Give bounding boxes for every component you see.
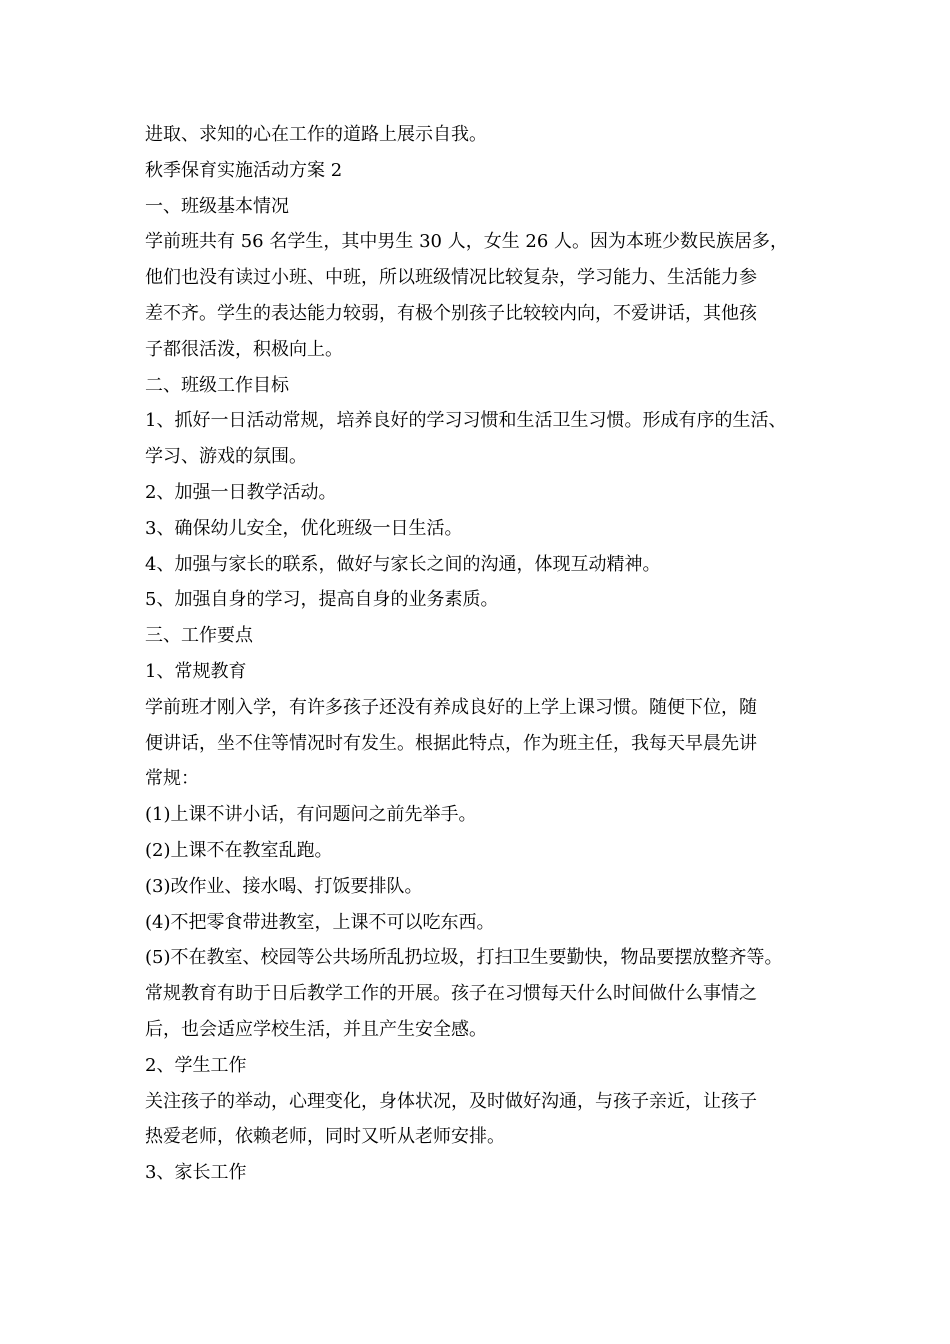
document-body <box>145 117 825 1191</box>
list-item: 1、抓好一日活动常规，培养良好的学习习惯和生活卫生习惯。形成有序的生活、 <box>145 410 787 432</box>
list-item: (3)改作业、接水喝、打饭要排队。 <box>145 875 423 897</box>
body-text-line: 差不齐。学生的表达能力较弱，有极个别孩子比较较内向，不爱讲话，其他孩 <box>145 302 757 324</box>
section-heading: 三、工作要点 <box>145 625 253 647</box>
list-item: (1)上课不讲小话，有问题问之前先举手。 <box>145 804 477 826</box>
section-heading: 一、班级基本情况 <box>145 195 289 217</box>
subsection-heading: 1、常规教育 <box>145 660 247 682</box>
list-item: (5)不在教室、校园等公共场所乱扔垃圾，打扫卫生要勤快，物品要摆放整齐等。 <box>145 947 783 969</box>
subsection-heading: 2、学生工作 <box>145 1054 247 1076</box>
list-item: 4、加强与家长的联系，做好与家长之间的沟通，体现互动精神。 <box>145 553 661 575</box>
list-item: 5、加强自身的学习，提高自身的业务素质。 <box>145 589 499 611</box>
body-text-line: 常规教育有助于日后教学工作的开展。孩子在习惯每天什么时间做什么事情之 <box>145 983 757 1005</box>
list-item: 2、加强一日教学活动。 <box>145 481 337 503</box>
body-text-line: 常规： <box>145 768 199 790</box>
body-text-line: 学前班共有 56 名学生，其中男生 30 人，女生 26 人。因为本班少数民族居多， <box>145 231 789 253</box>
section-title: 秋季保育实施活动方案 2 <box>145 159 343 181</box>
body-text-line: 便讲话，坐不住等情况时有发生。根据此特点，作为班主任，我每天早晨先讲 <box>145 732 757 754</box>
list-item: (4)不把零食带进教室，上课不可以吃东西。 <box>145 911 495 933</box>
body-text-line: 他们也没有读过小班、中班，所以班级情况比较复杂，学习能力、生活能力参 <box>145 267 757 289</box>
body-text-line: 进取、求知的心在工作的道路上展示自我。 <box>145 124 487 145</box>
list-item: 3、确保幼儿安全，优化班级一日生活。 <box>145 517 463 539</box>
list-item: (2)上课不在教室乱跑。 <box>145 839 333 861</box>
body-text-line: 子都很活泼，积极向上。 <box>145 338 343 360</box>
section-heading: 二、班级工作目标 <box>145 374 289 396</box>
body-text-line: 热爱老师，依赖老师，同时又听从老师安排。 <box>145 1126 505 1148</box>
body-text-line: 后，也会适应学校生活，并且产生安全感。 <box>145 1018 487 1040</box>
body-text-line: 学前班才刚入学，有许多孩子还没有养成良好的上学上课习惯。随便下位，随 <box>145 696 757 718</box>
body-text-line: 学习、游戏的氛围。 <box>145 446 307 468</box>
subsection-heading: 3、家长工作 <box>145 1162 247 1184</box>
body-text-line: 关注孩子的举动，心理变化，身体状况，及时做好沟通，与孩子亲近，让孩子 <box>145 1090 757 1112</box>
